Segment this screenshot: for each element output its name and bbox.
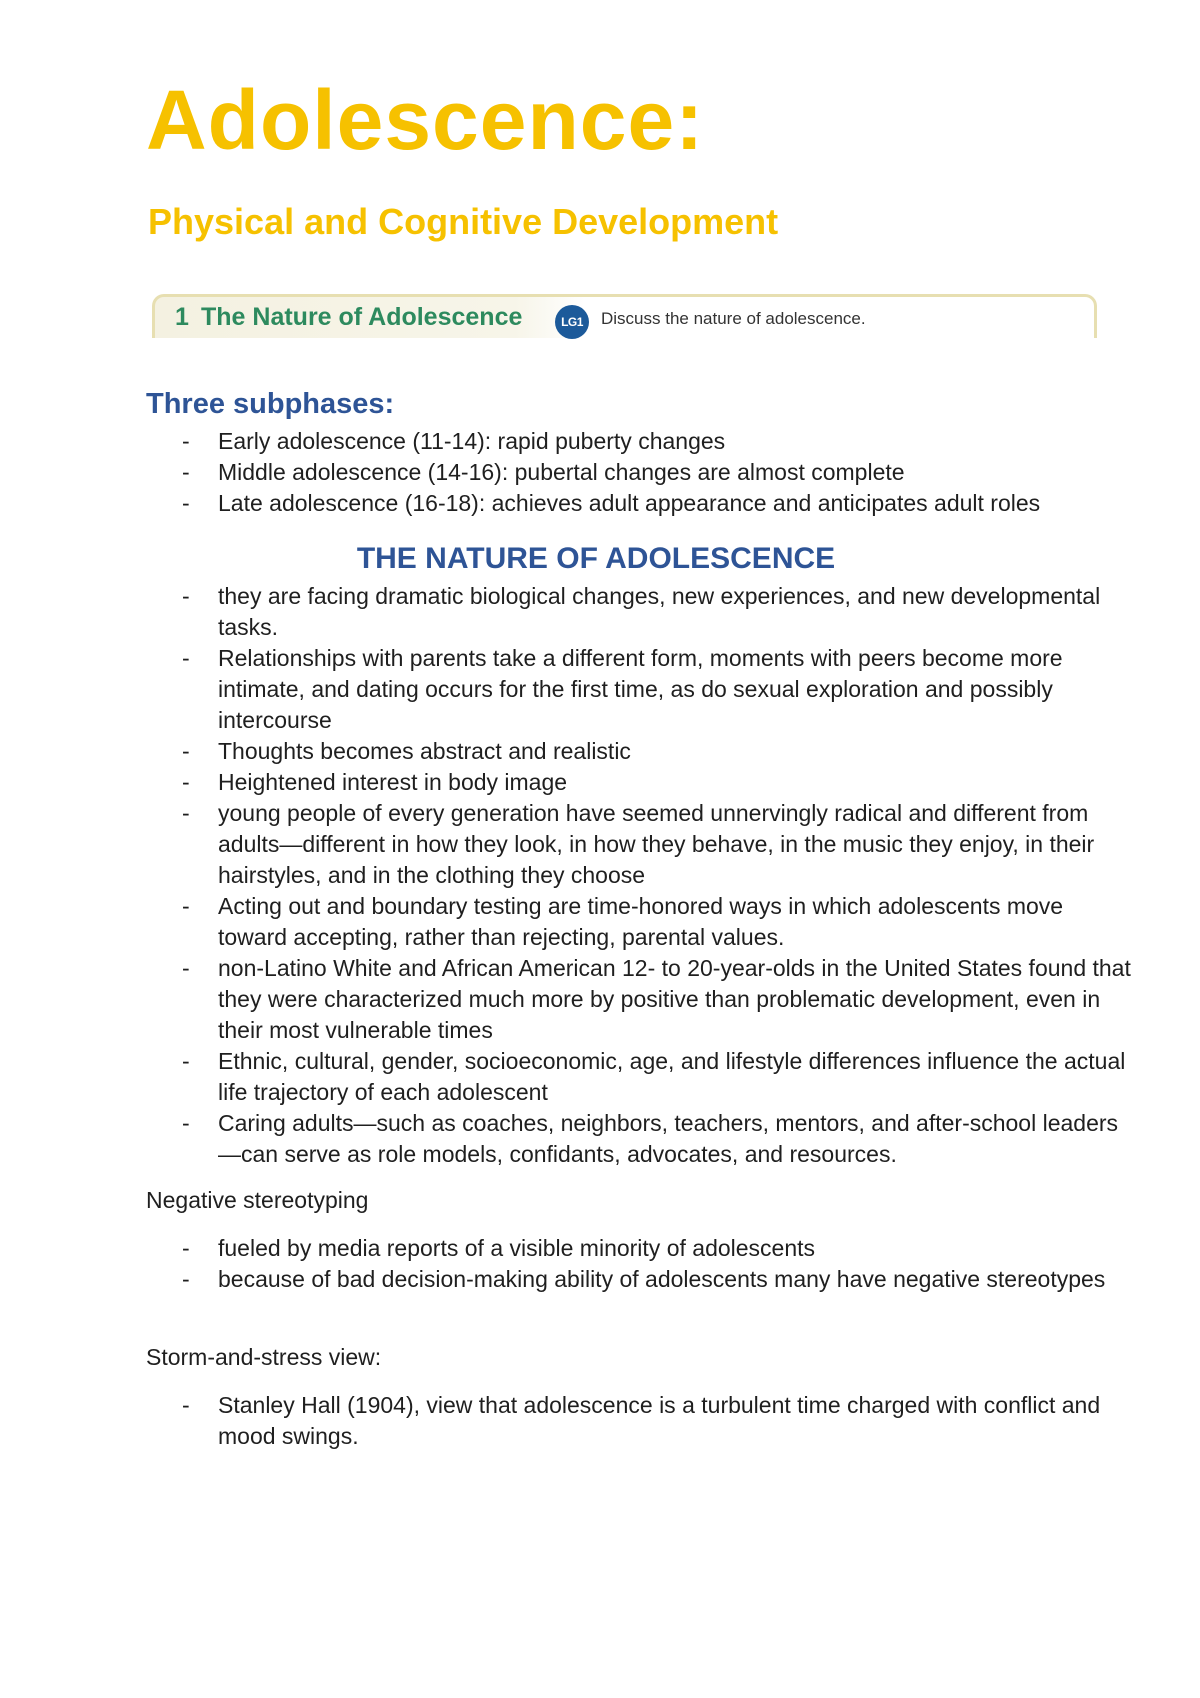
storm-and-stress-list xyxy=(146,1390,1136,1452)
list-item: - young people of every generation have seemed unnervingly radical and different from adults—different in how they look, in how they behave, in the music they enjoy, in their hairstyles, and in the clothing they choose xyxy=(146,798,1136,891)
subphases-list xyxy=(146,426,1136,519)
list-item: - Early adolescence (11-14): rapid puberty changes xyxy=(146,426,1136,457)
list-item: - they are facing dramatic biological changes, new experiences, and new developmental tasks. xyxy=(146,581,1136,643)
list-item: - fueled by media reports of a visible minority of adolescents xyxy=(146,1233,1136,1264)
negative-stereotyping-list xyxy=(146,1233,1136,1295)
subphases-heading: Three subphases: xyxy=(146,388,395,420)
list-item: - Heightened interest in body image xyxy=(146,767,1136,798)
list-item: - Ethnic, cultural, gender, socioeconomic, age, and lifestyle differences influence the actual life trajectory of each adolescent xyxy=(146,1046,1136,1108)
section-banner xyxy=(152,294,1097,338)
learning-goal-text: Discuss the nature of adolescence. xyxy=(601,309,866,328)
list-item: - Stanley Hall (1904), view that adolescence is a turbulent time charged with conflict and mood swings. xyxy=(146,1390,1136,1452)
document-subtitle: Physical and Cognitive Development xyxy=(148,201,779,242)
list-item: - Late adolescence (16-18): achieves adult appearance and anticipates adult roles xyxy=(146,488,1136,519)
nature-heading: THE NATURE OF ADOLESCENCE xyxy=(356,542,836,575)
list-item: - Caring adults—such as coaches, neighbors, teachers, mentors, and after-school leaders—can serve as role models, confidants, advocates, and resources. xyxy=(146,1108,1136,1170)
section-number: 1 xyxy=(175,303,189,331)
list-item: - Acting out and boundary testing are time-honored ways in which adolescents move toward accepting, rather than rejecting, parental values. xyxy=(146,891,1136,953)
list-item: - Thoughts becomes abstract and realistic xyxy=(146,736,1136,767)
list-item: - non-Latino White and African American 12- to 20-year-olds in the United States found that they were characterized much more by positive than problematic development, even in their most vulnerable times xyxy=(146,953,1136,1046)
storm-and-stress-label: Storm-and-stress view: xyxy=(146,1344,382,1370)
learning-goal-badge: LG1 xyxy=(555,305,589,339)
nature-list xyxy=(146,581,1136,1170)
negative-stereotyping-label: Negative stereotyping xyxy=(146,1187,369,1213)
section-title: The Nature of Adolescence xyxy=(201,303,523,331)
list-item: - Relationships with parents take a different form, moments with peers become more intimate, and dating occurs for the first time, as do sexual exploration and possibly intercourse xyxy=(146,643,1136,736)
list-item: - Middle adolescence (14-16): pubertal changes are almost complete xyxy=(146,457,1136,488)
list-item: - because of bad decision-making ability of adolescents many have negative stereotypes xyxy=(146,1264,1136,1295)
document-title: Adolescence: xyxy=(146,73,705,167)
